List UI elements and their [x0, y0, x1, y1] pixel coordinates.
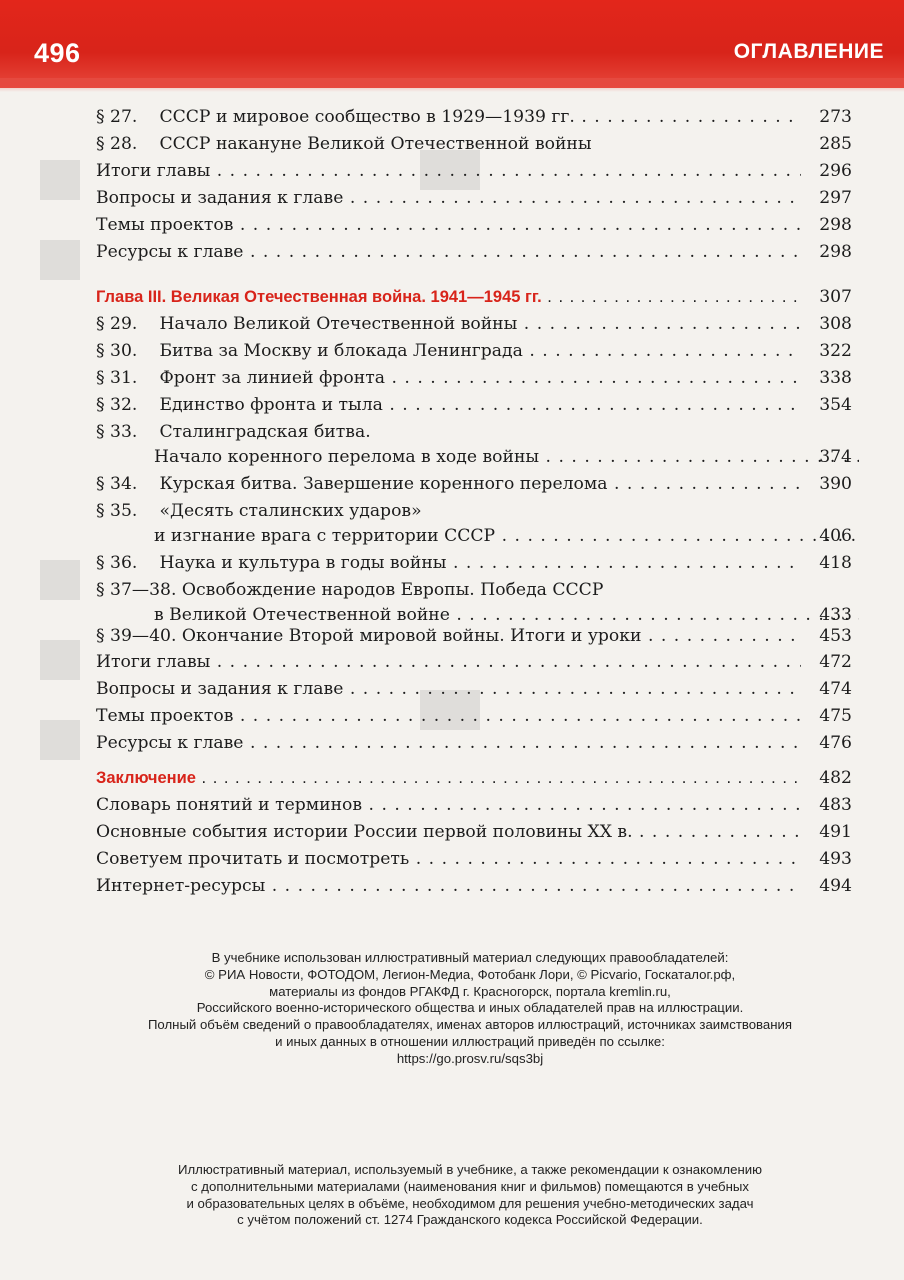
- toc-entry-title: СССР и мировое сообщество в 1929—1939 гг.: [159, 107, 575, 127]
- page-number: 496: [34, 38, 81, 68]
- toc-entry-title: Начало Великой Отечественной войны: [159, 314, 518, 334]
- toc-entry-number: § 36.: [96, 553, 138, 573]
- toc-entry[interactable]: [96, 703, 852, 729]
- toc-entry-title: Словарь понятий и терминов: [96, 795, 363, 815]
- toc-entry[interactable]: [96, 419, 852, 445]
- toc-chapter-heading[interactable]: [96, 284, 852, 310]
- toc-entry-page: 474: [819, 679, 852, 699]
- toc-entry[interactable]: [96, 392, 852, 418]
- toc-entry-title-continued: и изгнание врага с территории СССР: [154, 526, 496, 546]
- toc-entry-number: § 30.: [96, 341, 138, 361]
- toc-entry-page: 482: [819, 768, 852, 788]
- toc-entry-page: 472: [819, 652, 852, 672]
- toc-entry-title: Интернет-ресурсы: [96, 876, 266, 896]
- toc-entry-page: 406: [819, 526, 852, 546]
- toc-entry[interactable]: [96, 498, 852, 524]
- credits-line: материалы из фондов РГАКФД г. Красногорск, портала kremlin.ru,: [269, 983, 671, 999]
- toc-entry-title: «Десять сталинских ударов»: [159, 501, 422, 521]
- toc-entry-page: 285: [819, 134, 852, 154]
- toc-entry-title: Наука и культура в годы войны: [159, 553, 447, 573]
- notice-line: и образовательных целях в объёме, необходимом для решения учебно-методических задач: [186, 1195, 754, 1211]
- toc-entry[interactable]: [96, 131, 852, 157]
- toc-entry-title: Темы проектов: [96, 215, 234, 235]
- toc-entry[interactable]: [96, 730, 852, 756]
- notice-line: Иллюстративный материал, используемый в учебнике, а также рекомендации к ознакомлению: [177, 1162, 762, 1177]
- toc-entry-number: § 35.: [96, 501, 138, 521]
- toc-entry-title: СССР накануне Великой Отечественной войны: [159, 134, 592, 154]
- credits-line: Российского военно-исторического общества и иных обладателей прав на иллюстрации.: [196, 1000, 744, 1016]
- toc-entry-page: 338: [819, 368, 852, 388]
- toc-entry-title: Окончание Второй мировой войны. Итоги и уроки: [181, 626, 642, 646]
- toc-entry-page: 494: [819, 876, 852, 896]
- toc-entry-continuation[interactable]: [96, 523, 852, 549]
- toc-entry[interactable]: [96, 104, 852, 130]
- toc-entry-page: 418: [819, 553, 852, 573]
- toc-entry-title: Единство фронта и тыла: [159, 395, 383, 415]
- conclusion-title: Заключение . . .: [96, 769, 801, 787]
- toc-entry[interactable]: [96, 846, 852, 872]
- toc-entry[interactable]: [96, 212, 852, 238]
- toc-entry-title: Сталинградская битва.: [159, 422, 371, 442]
- toc-entry-title: Курская битва. Завершение коренного перелома: [159, 474, 608, 494]
- toc-entry[interactable]: [96, 239, 852, 265]
- toc-entry-number: § 33.: [96, 422, 138, 442]
- section-title: ОГЛАВЛЕНИЕ: [733, 40, 884, 63]
- toc-entry[interactable]: [96, 649, 852, 675]
- toc-entry-page: 483: [819, 795, 852, 815]
- credits-line: © РИА Новости, ФОТОДОМ, Легион-Медиа, Фотобанк Лори, © Picvario, Госкаталог.рф,: [204, 966, 736, 982]
- header-shade: [0, 78, 904, 92]
- toc-entry-page: 493: [819, 849, 852, 869]
- toc-entry-title: Основные события истории России первой половины XX в.: [96, 822, 633, 842]
- toc-entry-page: 433: [819, 605, 852, 625]
- toc-conclusion-heading[interactable]: [96, 765, 852, 791]
- toc-entry[interactable]: [96, 873, 852, 899]
- toc-entry-number: § 27.: [96, 107, 138, 127]
- toc-entry-title: Битва за Москву и блокада Ленинграда: [159, 341, 523, 361]
- toc-entry[interactable]: [96, 471, 852, 497]
- toc-entry-page: 273: [819, 107, 852, 127]
- toc-entry-page: 475: [819, 706, 852, 726]
- toc-entry-title-continued: Начало коренного перелома в ходе войны: [154, 447, 540, 467]
- copyright-notice: [120, 1162, 820, 1229]
- toc-entry-continuation[interactable]: [96, 444, 852, 470]
- toc-entry[interactable]: [96, 550, 852, 576]
- toc-entry-number: § 37—38.: [96, 580, 177, 600]
- toc-entry[interactable]: [96, 338, 852, 364]
- toc-entry-title: Итоги главы: [96, 161, 211, 181]
- toc-entry-title: Освобождение народов Европы. Победа СССР: [181, 580, 604, 600]
- credits-line: Полный объём сведений о правообладателях, именах авторов иллюстраций, источниках заимствования: [147, 1017, 793, 1033]
- toc-entry[interactable]: [96, 311, 852, 337]
- toc-entry-title: Вопросы и задания к главе: [96, 188, 344, 208]
- toc-entry-page: 354: [819, 395, 852, 415]
- notice-line: с учётом положений ст. 1274 Гражданского кодекса Российской Федерации.: [237, 1212, 703, 1228]
- toc-entry-title: Ресурсы к главе: [96, 242, 244, 262]
- notice-line: с дополнительными материалами (наименования книг и фильмов) помещаются в учебных: [191, 1178, 749, 1194]
- toc-entry-page: 476: [819, 733, 852, 753]
- toc-entry[interactable]: [96, 819, 852, 845]
- toc-entry-page: 307: [819, 287, 852, 307]
- toc-entry[interactable]: [96, 185, 852, 211]
- toc-entry-title: Вопросы и задания к главе: [96, 679, 344, 699]
- toc-entry-page: 322: [819, 341, 852, 361]
- toc-entry[interactable]: [96, 623, 852, 649]
- toc-entry-title: Итоги главы: [96, 652, 211, 672]
- illustration-credits: [120, 950, 820, 1068]
- toc-entry-page: 298: [819, 215, 852, 235]
- toc-entry-title: Ресурсы к главе: [96, 733, 244, 753]
- toc-entry-title: Фронт за линией фронта: [159, 368, 385, 388]
- toc-entry-page: 308: [819, 314, 852, 334]
- toc-entry-page: 298: [819, 242, 852, 262]
- toc-entry-number: § 34.: [96, 474, 138, 494]
- toc-entry[interactable]: [96, 577, 852, 603]
- page-header: [0, 0, 904, 88]
- toc-entry-page: 374: [819, 447, 852, 467]
- chapter-title: Глава III. Великая Отечественная война. 1941—1945 гг. . . .: [96, 288, 801, 306]
- toc-entry-page: 297: [819, 188, 852, 208]
- toc-entry-title: Советуем прочитать и посмотреть: [96, 849, 410, 869]
- credits-line: и иных данных в отношении иллюстраций приведён по ссылке:: [275, 1033, 665, 1049]
- toc-entry-number: § 32.: [96, 395, 138, 415]
- toc-entry[interactable]: [96, 365, 852, 391]
- toc-entry-number: § 29.: [96, 314, 138, 334]
- toc-entry-page: 491: [819, 822, 852, 842]
- toc-entry-title-continued: в Великой Отечественной войне: [154, 605, 450, 625]
- toc-entry-number: § 39—40.: [96, 626, 177, 646]
- toc-entry-page: 390: [819, 474, 852, 494]
- credits-line: В учебнике использован иллюстративный материал следующих правообладателей:: [211, 950, 729, 965]
- toc-entry[interactable]: [96, 676, 852, 702]
- toc-entry[interactable]: [96, 792, 852, 818]
- toc-entry-page: 296: [819, 161, 852, 181]
- toc-entry-page: 453: [819, 626, 852, 646]
- credits-link[interactable]: https://go.prosv.ru/sqs3bj: [396, 1050, 544, 1066]
- toc-entry-title: Темы проектов: [96, 706, 234, 726]
- toc-entry-number: § 28.: [96, 134, 138, 154]
- toc-entry[interactable]: [96, 158, 852, 184]
- toc-entry-number: § 31.: [96, 368, 138, 388]
